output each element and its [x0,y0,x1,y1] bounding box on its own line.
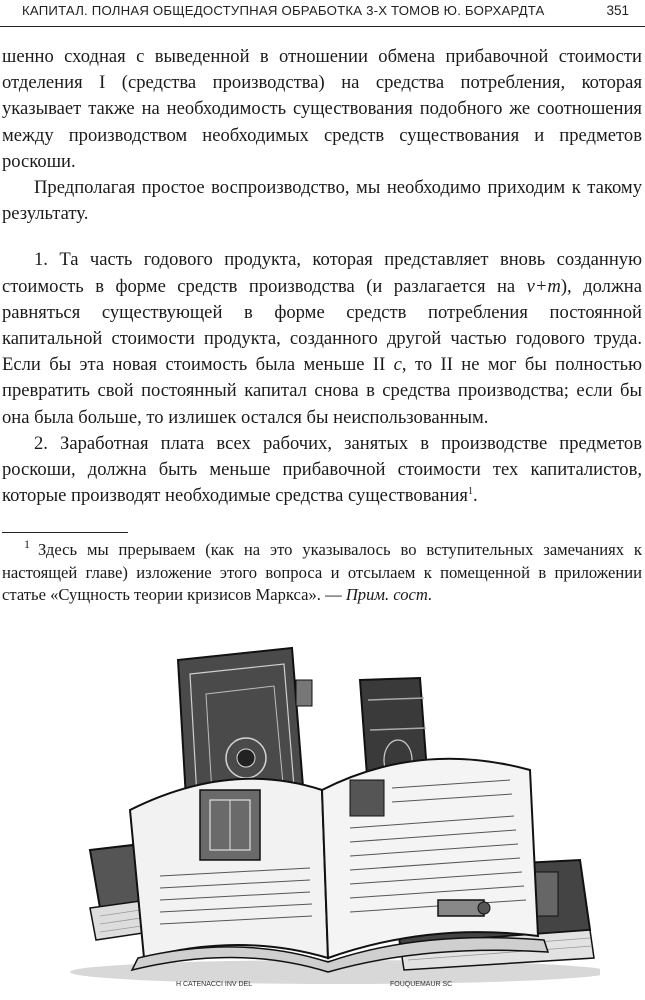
paragraph-3-text-b: ), должна равняться существующей в форме средств потребления постоянной капитальной стоимости продукта, созданного другой частью годового труда. Если бы эта новая стоимость была меньше II [2,275,642,376]
running-header-title: КАПИТАЛ. ПОЛНАЯ ОБЩЕДОСТУПНАЯ ОБРАБОТКА 3-Х ТОМОВ Ю. БОРХАРДТА [22,3,545,18]
main-text [2,44,642,509]
engraving-old-books [60,640,600,990]
paragraph-gap [2,227,642,247]
paragraph-3-text-a: 1. Та часть годового продукта, которая представляет вновь созданную стоимость в форме средств производства (и разлагается на [2,249,642,297]
paragraph-3 [2,247,642,430]
footnote-attribution: Прим. сост. [345,585,433,604]
footnote-divider [2,532,128,533]
running-header [0,0,645,27]
paragraph-2: Предполагая простое воспроизводство, мы необходимо приходим к такому результату. [2,177,642,225]
book-clasp [438,900,490,916]
engraver-credit-left: H CATENACCI INV DEL [176,981,253,988]
paragraph-1: шенно сходная с выведенной в отношении обмена прибавочной стоимости отделения I (средства производства) на средства потребления, которая указывает также на необходимость существования подобного же соотношения между производством необходимых средств существования и предметов роскоши. [2,46,642,172]
footnote-1 [2,539,642,607]
footnote-number: 1 [24,537,30,552]
paragraph-4-text: 2. Заработная плата всех рабочих, занятых в производстве предметов роскоши, должна быть меньше прибавочной стоимости тех капиталистов, которые производят необходимые средства существования [2,432,642,507]
symbol-c: c [393,354,402,376]
open-book [130,759,548,972]
paragraph-4 [2,431,642,510]
formula-v-plus-m: v+m [526,275,561,297]
page-number: 351 [606,3,629,18]
engraver-credit-right: FOUQUEMAUR SC [390,981,453,988]
footnote-reference[interactable]: 1 [467,486,473,498]
footnotes [2,539,642,607]
paragraph-4-end: . [472,485,478,507]
paragraph-3-text-c: , то II не мог бы полностью превратить свой постоянный капитал снова в средства производства; если бы она была больше, то излишек остался бы неиспользованным. [2,354,642,428]
footnote-text: Здесь мы прерываем (как на это указывалось во вступительных замечаниях к настоящей главе) изложение этого вопроса и отсылаем к помещенной в приложении статье «Сущность теории кризисов Маркса». — [2,540,642,604]
